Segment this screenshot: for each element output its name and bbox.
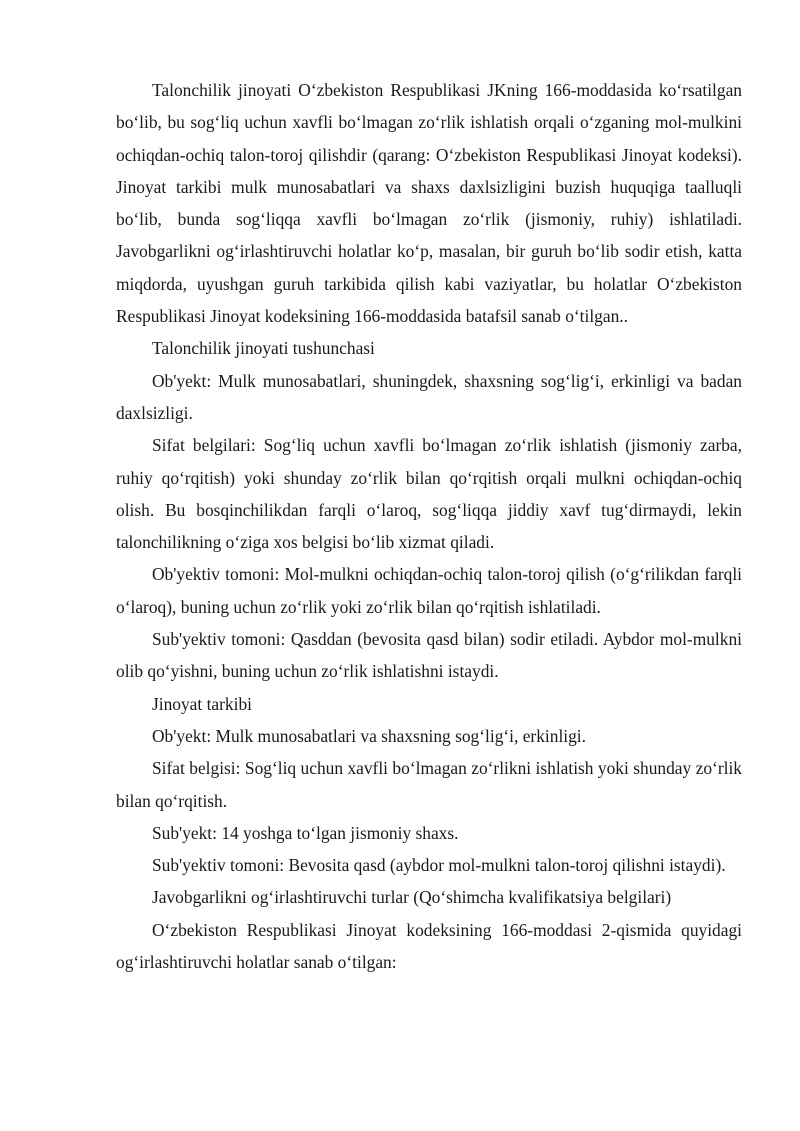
paragraph-object: Ob'yekt: Mulk munosabatlari, shuningdek, shaxsning sog‘lig‘i, erkinligi va badan daxlsizligi. <box>116 370 742 423</box>
section-heading-aggravating-types: Javobgarlikni og‘irlashtiruvchi turlar (Qo‘shimcha kvalifikatsiya belgilari) <box>152 887 672 908</box>
paragraph-subjective-side: Sub'yektiv tomoni: Qasddan (bevosita qasd bilan) sodir etiladi. Aybdor mol-mulkni olib qo‘yishni, buning uchun zo‘rlik ishlatishni istaydi. <box>116 629 742 682</box>
section-heading-concept: Talonchilik jinoyati tushunchasi <box>152 338 375 359</box>
paragraph-qualifying-features: Sifat belgilari: Sog‘liq uchun xavfli bo‘lmagan zo‘rlik ishlatish (jismoniy zarba, ruhiy qo‘rqitish) yoki shunday zo‘rlik bilan qo‘rqitish orqali mulkni ochiqdan-ochiq olish. Bu bosqinchilikdan farqli o‘laroq, sog‘liqqa jiddiy xavf tug‘dirmaydi, lekin talonchilikning o‘ziga xos belgisi bo‘lib xizmat qiladi. <box>116 435 742 553</box>
paragraph-subject: Sub'yekt: 14 yoshga to‘lgan jismoniy shaxs. <box>152 822 459 843</box>
paragraph-qualifying-feature: Sifat belgisi: Sog‘liq uchun xavfli bo‘lmagan zo‘rlikni ishlatish yoki shunday zo‘rlik bilan qo‘rqitish. <box>116 758 742 811</box>
paragraph-aggravating-intro: O‘zbekiston Respublikasi Jinoyat kodeksining 166-moddasi 2-qismida quyidagi og‘irlashtiruvchi holatlar sanab o‘tilgan: <box>116 919 742 973</box>
document-body <box>116 74 742 978</box>
paragraph-objective-side: Ob'yektiv tomoni: Mol-mulkni ochiqdan-ochiq talon-toroj qilish (o‘g‘rilikdan farqli o‘laroq), buning uchun zo‘rlik yoki zo‘rlik bilan qo‘rqitish ishlatiladi. <box>116 564 742 617</box>
paragraph-subjective-side-short: Sub'yektiv tomoni: Bevosita qasd (aybdor mol-mulkni talon-toroj qilishni istaydi). <box>152 855 726 876</box>
paragraph-object-short: Ob'yekt: Mulk munosabatlari va shaxsning sog‘lig‘i, erkinligi. <box>152 725 586 746</box>
paragraph-definition: Talonchilik jinoyati O‘zbekiston Respublikasi JKning 166-moddasida ko‘rsatilgan bo‘lib, bu sog‘liq uchun xavfli bo‘lmagan zo‘rlik ishlatish orqali o‘zganing mol-mulkini ochiqdan-ochiq talon-toroj qilishdir (qarang: O‘zbekiston Respublikasi Jinoyat kodeksi). Jinoyat tarkibi mulk munosabatlari va shaxs daxlsizligini buzish huquqiga taalluqli bo‘lib, bunda sog‘liqqa xavfli bo‘lmagan zo‘rlik (jismoniy, ruhiy) ishlatiladi. Javobgarlikni og‘irlashtiruvchi holatlar ko‘p, masalan, bir guruh bo‘lib sodir etish, katta miqdorda, uyushgan guruh tarkibida qilish kabi vaziyatlar, bu holatlar O‘zbekiston Respublikasi Jinoyat kodeksining 166-moddasida batafsil sanab o‘tilgan.. <box>116 80 742 327</box>
section-heading-corpus-delicti: Jinoyat tarkibi <box>152 693 252 714</box>
